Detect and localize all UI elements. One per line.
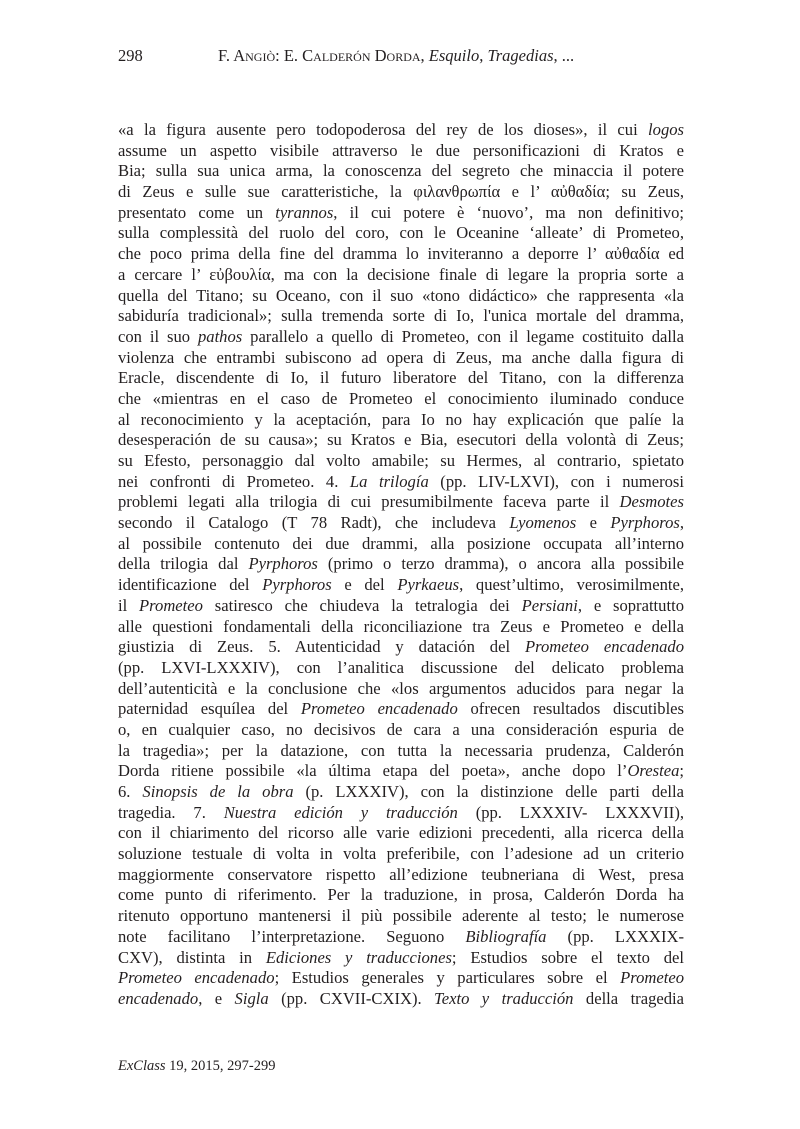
header-separator: : [275,46,284,65]
header-ellipsis: , ... [553,46,575,65]
italic-text: Prometeo [620,968,684,988]
text-segment: paternidad esquílea del [118,699,301,719]
text-segment: maggiormente conservatore rispetto all’edizione teubneriana di West, presa [118,864,684,884]
text-segment: con il suo [118,326,198,346]
text-line [118,761,684,782]
text-segment: (pp. CXVII-CXIX). [268,988,435,1008]
text-segment: (pp. LIV-LXVI), con i numerosi [428,471,684,491]
text-line [118,203,684,224]
text-segment: soluzione testuale di volta in volta preferibile, con l’adesione ad un criterio [118,844,684,864]
text-segment: Eracle, discendente di Io, il futuro liberatore del Titano, con la differenza [118,368,684,388]
text-segment: come punto di riferimento. Per la traduzione, in prosa, Calderón Dorda ha [118,885,684,905]
italic-text: Prometeo encadenado [525,637,684,657]
text-segment: (p. LXXXIV), con la distinzione delle parti della [293,782,684,801]
text-line [118,472,684,493]
italic-text: La trilogía [349,471,429,491]
text-segment: , il cui potere è ‘nuovo’, ma non definitivo; [333,202,684,222]
text-line [118,389,684,410]
italic-text: Lyomenos [509,513,577,533]
text-line [118,596,684,617]
text-line [118,265,684,286]
text-segment: , e soprattutto [577,595,684,615]
italic-text: encadenado [118,988,199,1008]
text-segment: ; Estudios generales y particulares sobre el [274,968,621,988]
text-line [118,782,684,803]
text-segment: giustizia di Zeus. 5. Autenticidad y datación del [118,637,525,657]
text-line [118,141,684,162]
italic-text: Texto y traducción [434,988,574,1008]
text-segment: che poco prima della fine del dramma lo inviteranno a deporre l’ αὐθαδία ed [118,244,684,264]
text-segment: dell’autenticità e la conclusione che «los argumentos aducidos para negar la [118,678,684,698]
text-segment: (pp. LXVI-LXXXIV), con l’analitica discussione del delicato problema [118,657,684,677]
italic-text: Prometeo encadenado [118,968,275,988]
italic-text: Sigla [234,988,269,1008]
italic-text: Prometeo encadenado [300,699,458,719]
journal-name: ExClass [118,1058,166,1074]
text-segment: e del [331,575,398,595]
text-segment: , quest’ultimo, verosimilmente, [459,575,684,595]
text-segment: ; [679,761,684,781]
text-segment: secondo il Catalogo (T 78 Radt), che includeva [118,513,510,533]
page-number: 298 [118,46,143,65]
italic-text: Nuestra edición y traducción [223,802,458,822]
text-segment: assume un aspetto visibile attraverso le due personificazioni di Kratos e [118,140,684,160]
text-segment: ofrecen resultados discutibles [457,699,684,719]
text-segment: CXV), distinta in [118,947,266,967]
text-line [118,182,684,203]
text-segment: nei confronti di Prometeo. 4. [118,471,350,491]
text-segment: e [576,513,611,533]
text-line [118,637,684,658]
text-line [118,823,684,844]
text-segment: il [118,595,140,615]
text-segment: quella del Titano; su Oceano, con il suo «tono didáctico» che rappresenta «la [118,285,684,305]
italic-text: Pyrphoros [248,554,318,574]
header-comma: , [420,46,429,65]
text-segment: della trilogia dal [118,554,249,574]
text-line [118,161,684,182]
text-line [118,430,684,451]
text-line [118,223,684,244]
text-segment: su Efesto, personaggio dal volto amabile; su Hermes, al contrario, spietato [118,451,684,470]
text-line [118,968,684,989]
text-segment: satiresco che chiudeva la tetralogia dei [202,595,522,615]
text-segment: alle questioni fondamentali della riconciliazione tra Zeus e Prometeo e della [118,616,684,636]
text-line [118,720,684,741]
italic-text: Pyrphoros [262,575,332,595]
text-line [118,327,684,348]
text-line [118,575,684,596]
text-segment: con il chiarimento del ricorso alle varie edizioni precedenti, alla ricerca della [118,823,684,843]
text-line [118,306,684,327]
text-line [118,492,684,513]
text-segment: presentato come un [118,202,276,222]
header-reviewed-author: E. Calderón Dorda [283,46,421,65]
text-segment: Bia; sulla sua unica arma, la conoscenza del segreto che minaccia il potere [118,161,684,181]
text-segment: 6. [118,782,143,801]
text-segment: «a la figura ausente pero todopoderosa del rey de los dioses», il cui [118,120,649,139]
text-line [118,410,684,431]
text-line [118,927,684,948]
text-segment: , [679,513,684,533]
text-line [118,451,684,472]
text-segment: (pp. LXXXIV- LXXXVII), [457,802,684,822]
text-segment: la tragedia»; per la datazione, con tutta la necessaria prudenza, Calderón [118,740,684,760]
text-segment: al reconocimiento y la aceptación, para Io no hay explicación que palíe la [118,409,684,429]
italic-text: tyrannos [275,202,334,222]
italic-text: Sinopsis de la obra [142,782,294,801]
text-segment: (pp. LXXXIX- [546,926,684,946]
text-line [118,865,684,886]
text-line [118,906,684,927]
italic-text: logos [648,120,684,139]
italic-text: Pyrkaeus [397,575,460,595]
text-segment: al possibile contenuto dei due drammi, alla posizione occupata all’interno [118,533,684,553]
text-line [118,989,684,1010]
text-line [118,679,684,700]
text-line [118,658,684,679]
text-line [118,844,684,865]
italic-text: Ediciones y traducciones [265,947,452,967]
running-title [218,46,574,66]
text-segment: parallelo a quello di Prometeo, con il legame costituito dalla [242,326,684,346]
text-line [118,803,684,824]
text-line [118,368,684,389]
body-text [118,120,684,1010]
text-line [118,554,684,575]
header-author: F. Angiò [218,46,276,65]
text-line [118,617,684,638]
text-segment: (primo o terzo dramma), o ancora alla possibile [317,554,684,574]
text-segment: o, en cualquier caso, no decisivos de cara a una consideración espuria de [118,719,684,739]
text-line [118,513,684,534]
text-segment: tragedia. 7. [118,802,224,822]
citation-details: 19, 2015, 297-299 [165,1058,276,1074]
text-segment: violenza che entrambi subiscono ad opera di Zeus, ma anche dalla figura di [118,347,684,367]
text-line [118,948,684,969]
text-line [118,534,684,555]
text-segment: che «mientras en el caso de Prometeo el conocimiento iluminado conduce [118,388,684,408]
text-segment: sabiduría tradicional»; sulla tremenda sorte di Io, l'unica mortale del dramma, [118,306,684,326]
text-segment: , e [198,988,235,1008]
italic-text: Bibliografía [465,926,547,946]
text-segment: sulla complessità del ruolo del coro, con le Oceanine ‘alleate’ di Prometeo, [118,223,684,243]
text-segment: identificazione del [118,575,263,595]
text-line [118,699,684,720]
text-line [118,348,684,369]
header-title-1: Esquilo [428,46,480,65]
header-comma: , [479,46,488,65]
footer-citation [118,1058,276,1075]
text-segment: a cercare l’ εὐβουλία, ma con la decisione finale di legare la propria sorte a [118,264,684,284]
italic-text: Desmotes [619,492,684,512]
header-title-2: Tragedias [487,46,554,65]
text-segment: della tragedia [573,988,684,1008]
text-line [118,244,684,265]
text-segment: desesperación de su causa»; su Kratos e Bia, esecutori della volontà di Zeus; [118,430,684,450]
italic-text: Orestea [627,761,680,781]
italic-text: Persiani [521,595,578,615]
text-line [118,120,684,141]
italic-text: Pyrphoros [610,513,680,533]
italic-text: Prometeo [139,595,203,615]
italic-text: pathos [197,326,243,346]
text-segment: ; Estudios sobre el texto del [451,947,684,967]
text-segment: problemi legati alla trilogia di cui presumibilmente faceva parte il [118,492,620,512]
text-line [118,741,684,762]
text-segment: di Zeus e sulle sue caratteristiche, la φιλανθρωπία e l’ αὐθαδία; su Zeus, [118,182,684,202]
text-segment: ritenuto opportuno mantenersi il più possibile aderente al testo; le numerose [118,906,684,926]
text-segment: note facilitano l’interpretazione. Seguono [118,926,466,946]
text-line [118,885,684,906]
text-line [118,286,684,307]
text-segment: Dorda ritiene possibile «la última etapa del poeta», anche dopo l’ [118,761,628,781]
